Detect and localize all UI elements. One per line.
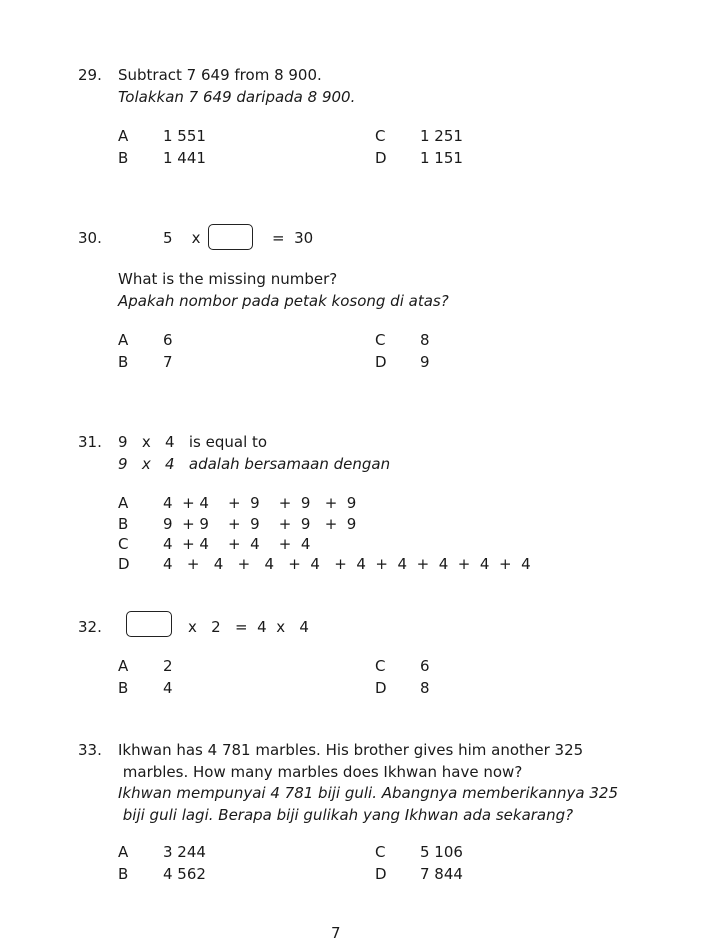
option-letter: D — [118, 555, 130, 573]
option-text: 2 — [163, 657, 173, 675]
option-letter: B — [118, 679, 129, 697]
option-text: 8 — [420, 331, 430, 349]
option-text: 4 + 4 + 4 + 4 + 4 + 4 + 4 + 4 + 4 — [163, 555, 531, 573]
option-letter: D — [375, 865, 387, 883]
option-text: 6 — [163, 331, 173, 349]
question-text-en: Subtract 7 649 from 8 900. — [118, 66, 322, 84]
option-letter: B — [118, 149, 129, 167]
question-text-ms: biji guli lagi. Berapa biji gulikah yang Ikhwan ada sekarang? — [118, 806, 574, 824]
question-number: 30. — [78, 229, 102, 247]
option-letter: B — [118, 353, 129, 371]
question-text-en: 9 x 4 is equal to — [118, 433, 268, 451]
question-text-ms: 9 x 4 adalah bersamaan dengan — [118, 455, 391, 473]
option-letter: A — [118, 657, 129, 675]
option-letter: B — [118, 865, 129, 883]
question-text-en: Ikhwan has 4 781 marbles. His brother gives him another 325 — [118, 741, 584, 759]
equation-left: 5 x — [163, 229, 201, 247]
option-letter: A — [118, 843, 129, 861]
question-text-en: marbles. How many marbles does Ikhwan have now? — [118, 763, 523, 781]
equation-right: = 30 — [272, 229, 314, 247]
option-text: 8 — [420, 679, 430, 697]
option-text: 4 562 — [163, 865, 206, 883]
option-text: 1 551 — [163, 127, 206, 145]
option-text: 4 — [163, 679, 173, 697]
option-letter: C — [118, 535, 129, 553]
option-text: 7 — [163, 353, 173, 371]
option-letter: A — [118, 494, 129, 512]
option-text: 4 + 4 + 9 + 9 + 9 — [163, 494, 357, 512]
question-text-ms: Tolakkan 7 649 daripada 8 900. — [118, 88, 356, 106]
option-letter: D — [375, 353, 387, 371]
option-letter: C — [375, 331, 386, 349]
equation-right: x 2 = 4 x 4 — [188, 618, 309, 636]
question-text-en: What is the missing number? — [118, 270, 338, 288]
question-number: 31. — [78, 433, 102, 451]
option-letter: C — [375, 657, 386, 675]
question-text-ms: Apakah nombor pada petak kosong di atas? — [118, 292, 449, 310]
option-text: 4 + 4 + 4 + 4 — [163, 535, 311, 553]
option-text: 9 — [420, 353, 430, 371]
question-number: 33. — [78, 741, 102, 759]
question-number: 32. — [78, 618, 102, 636]
option-text: 1 251 — [420, 127, 463, 145]
option-letter: A — [118, 331, 129, 349]
option-text: 1 441 — [163, 149, 206, 167]
option-text: 7 844 — [420, 865, 463, 883]
option-text: 9 + 9 + 9 + 9 + 9 — [163, 515, 357, 533]
option-letter: D — [375, 679, 387, 697]
option-letter: A — [118, 127, 129, 145]
option-letter: D — [375, 149, 387, 167]
answer-box — [208, 224, 253, 250]
option-text: 5 106 — [420, 843, 463, 861]
option-text: 3 244 — [163, 843, 206, 861]
question-number: 29. — [78, 66, 102, 84]
answer-box — [126, 611, 172, 637]
question-text-ms: Ikhwan mempunyai 4 781 biji guli. Abangnya memberikannya 325 — [118, 784, 618, 802]
option-letter: C — [375, 843, 386, 861]
option-letter: C — [375, 127, 386, 145]
option-letter: B — [118, 515, 129, 533]
option-text: 6 — [420, 657, 430, 675]
option-text: 1 151 — [420, 149, 463, 167]
page-number: 7 — [331, 924, 341, 942]
